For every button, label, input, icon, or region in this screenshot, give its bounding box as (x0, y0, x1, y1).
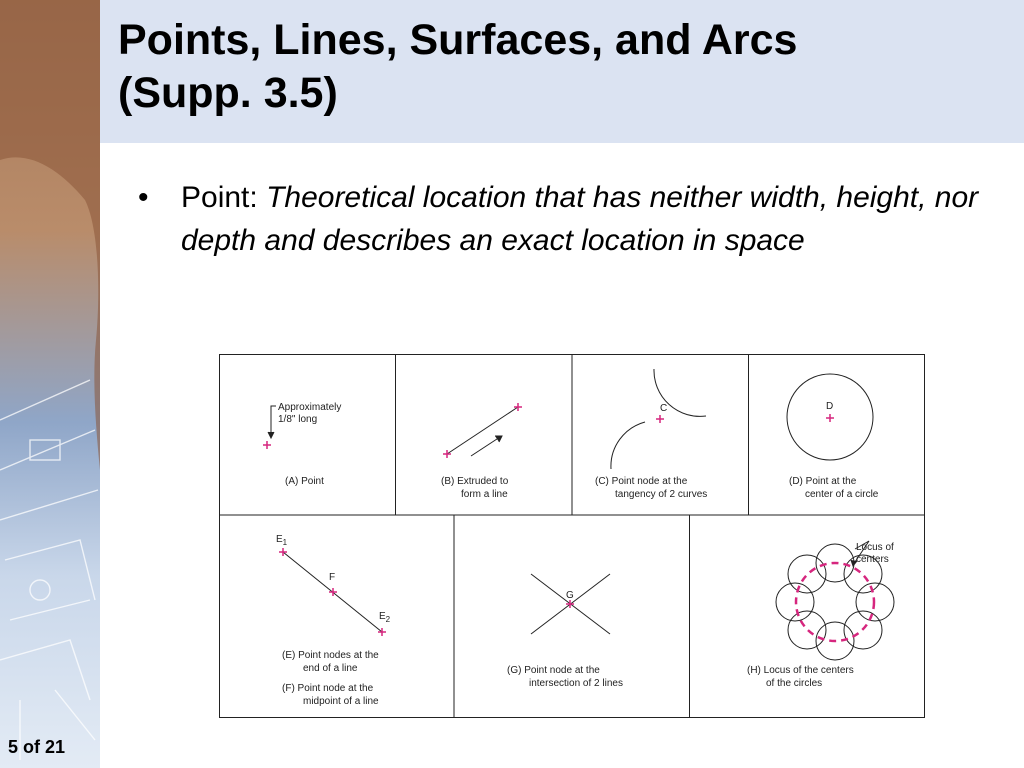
panel-e-caption-line-1: (E) Point nodes at the (282, 650, 379, 661)
panel-h-caption-line-2: of the circles (766, 678, 823, 689)
slide-title-line-1: Points, Lines, Surfaces, and Arcs (118, 16, 798, 64)
panel-g-label: G (566, 590, 574, 601)
slide-title (118, 14, 998, 120)
panel-h-locus-circle (796, 563, 874, 641)
panel-b-caption-line-2: form a line (461, 489, 508, 500)
panel-b-extruded-line (447, 407, 518, 456)
panel-b-node-end (514, 403, 522, 411)
panel-f-caption-line-2: midpoint of a line (303, 696, 379, 707)
panel-f-caption-line-1: (F) Point node at the (282, 683, 374, 694)
panel-a-point (268, 406, 276, 438)
bullet-text (181, 176, 1006, 262)
panel-h-caption-line-1: (H) Locus of the centers (747, 665, 854, 676)
decorative-hand-blueprint-image (0, 0, 100, 768)
panel-c-caption-line-2: tangency of 2 curves (615, 489, 708, 500)
bullet-marker: • (138, 181, 149, 214)
panel-f-label: F (329, 572, 336, 583)
panel-a-caption: (A) Point (285, 476, 324, 487)
bullet-definition: Theoretical location that has neither width, height, nor depth and describes an exact location in space (181, 181, 979, 257)
panel-h-note-line-2: centers (856, 554, 889, 565)
panel-a-note-line-1: Approximately (278, 402, 342, 413)
panel-e-label-e1: $E_1$ (276, 534, 288, 547)
panel-d-node-marker (826, 414, 834, 422)
panel-c-caption-line-1: (C) Point node at the (595, 476, 688, 487)
bullet-term: Point: (181, 181, 267, 214)
panel-g-caption-line-1: (G) Point node at the (507, 665, 600, 676)
panel-b-node-start (443, 450, 451, 458)
panel-d-label: D (826, 401, 834, 412)
panel-g-caption-line-2: intersection of 2 lines (529, 678, 623, 689)
slide-number: 5 of 21 (8, 737, 66, 757)
panel-h-note-line-1: Locus of (856, 542, 894, 553)
panel-e-label-e2: $E_2$ (379, 611, 391, 624)
panel-b-caption-line-1: (B) Extruded to (441, 476, 509, 487)
slide-title-line-2: (Supp. 3.5) (118, 69, 338, 117)
points-lines-figure (219, 354, 925, 718)
panel-c-label: C (660, 403, 668, 414)
panel-c-node-marker (656, 415, 664, 423)
panel-d-caption-line-2: center of a circle (805, 489, 879, 500)
panel-d-caption-line-1: (D) Point at the (789, 476, 857, 487)
panel-e-caption-line-2: end of a line (303, 663, 358, 674)
panel-a-note-line-2: 1/8" long (278, 414, 318, 425)
panel-a-node-marker (263, 441, 271, 449)
